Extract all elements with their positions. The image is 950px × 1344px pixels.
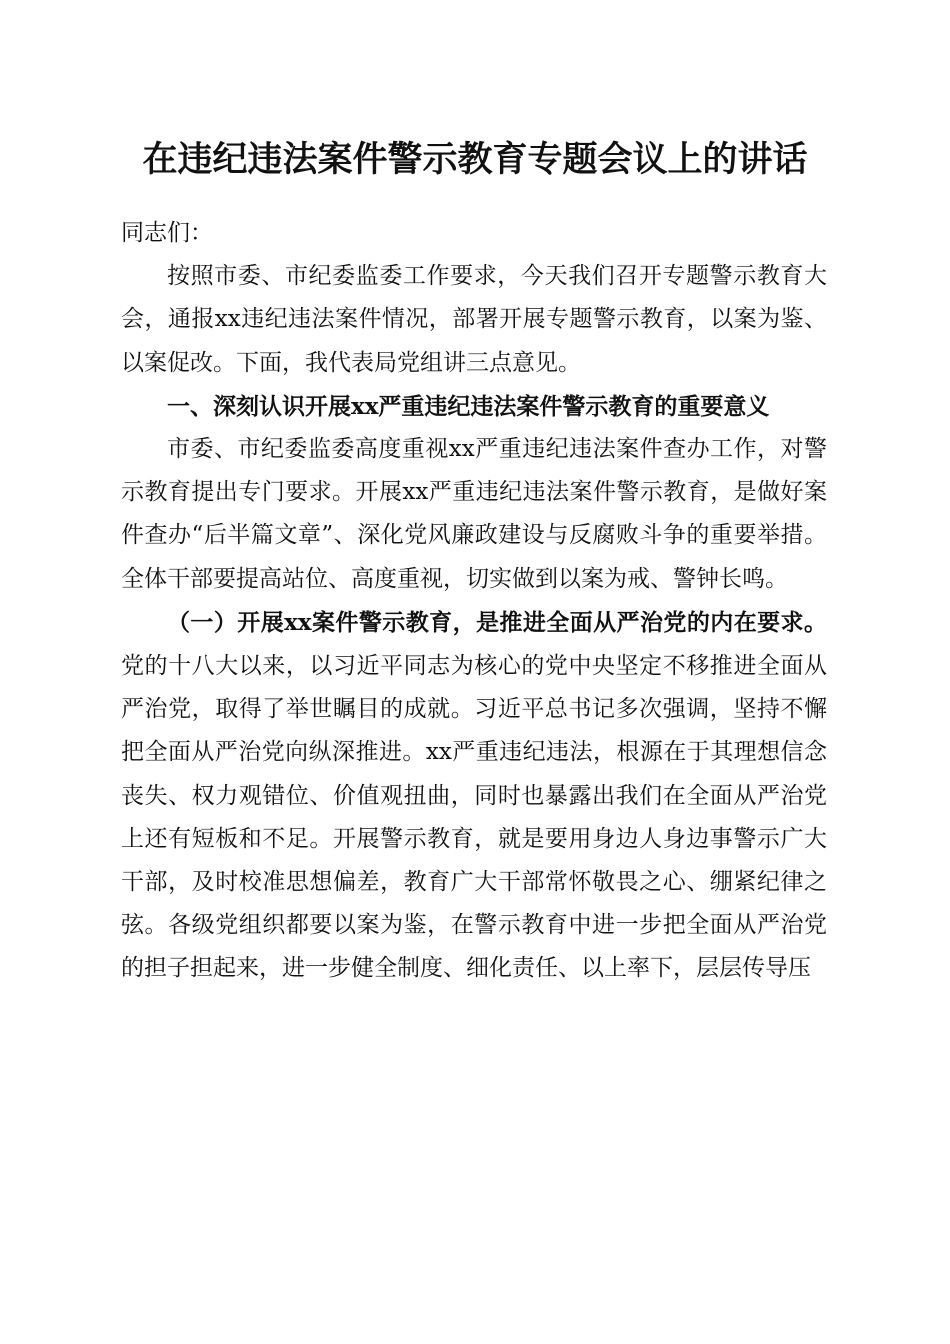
subsection-1-text: 党的十八大以来，以习近平同志为核心的党中央坚定不移推进全面从严治党，取得了举世瞩目的成就。习近平总书记多次强调，坚持不懈把全面从严治党向纵深推进。xx严重违纪违法，根源在于其理想信念丧失、权力观错位、价值观扭曲，同时也暴露出我们在全面从严治党上还有短板和不足。开展警示教育，就是要用身边人身边事警示广大干部，及时校准思想偏差，教育广大干部常怀敬畏之心、绷紧纪律之弦。各级党组织都要以案为鉴，在警示教育中进一步把全面从严治党的担子担起来，进一步健全制度、细化责任、以上率下，层层传导压	[121, 653, 827, 982]
salutation: 同志们：	[121, 220, 213, 246]
subsection-1-lead: （一）开展xx案件警示教育，是推进全面从严治党的内在要求。	[167, 608, 827, 636]
document-body	[121, 212, 827, 991]
section-1-paragraph: 市委、市纪委监委高度重视xx严重违纪违法案件查办工作，对警示教育提出专门要求。开展xx严重违纪违法案件警示教育，是做好案件查办“后半篇文章”、深化党风廉政建设与反腐败斗争的重要举措。全体干部要提高站位、高度重视，切实做到以案为戒、警钟长鸣。	[121, 436, 827, 592]
document-title: 在违纪违法案件警示教育专题会议上的讲话	[142, 139, 808, 180]
subsection-1-paragraph	[121, 601, 827, 991]
intro-paragraph: 按照市委、市纪委监委工作要求，今天我们召开专题警示教育大会，通报xx违纪违法案件情况，部署开展专题警示教育，以案为鉴、以案促改。下面，我代表局党组讲三点意见。	[121, 263, 827, 376]
section-heading-1: 一、深刻认识开展xx严重违纪违法案件警示教育的重要意义	[167, 392, 770, 420]
